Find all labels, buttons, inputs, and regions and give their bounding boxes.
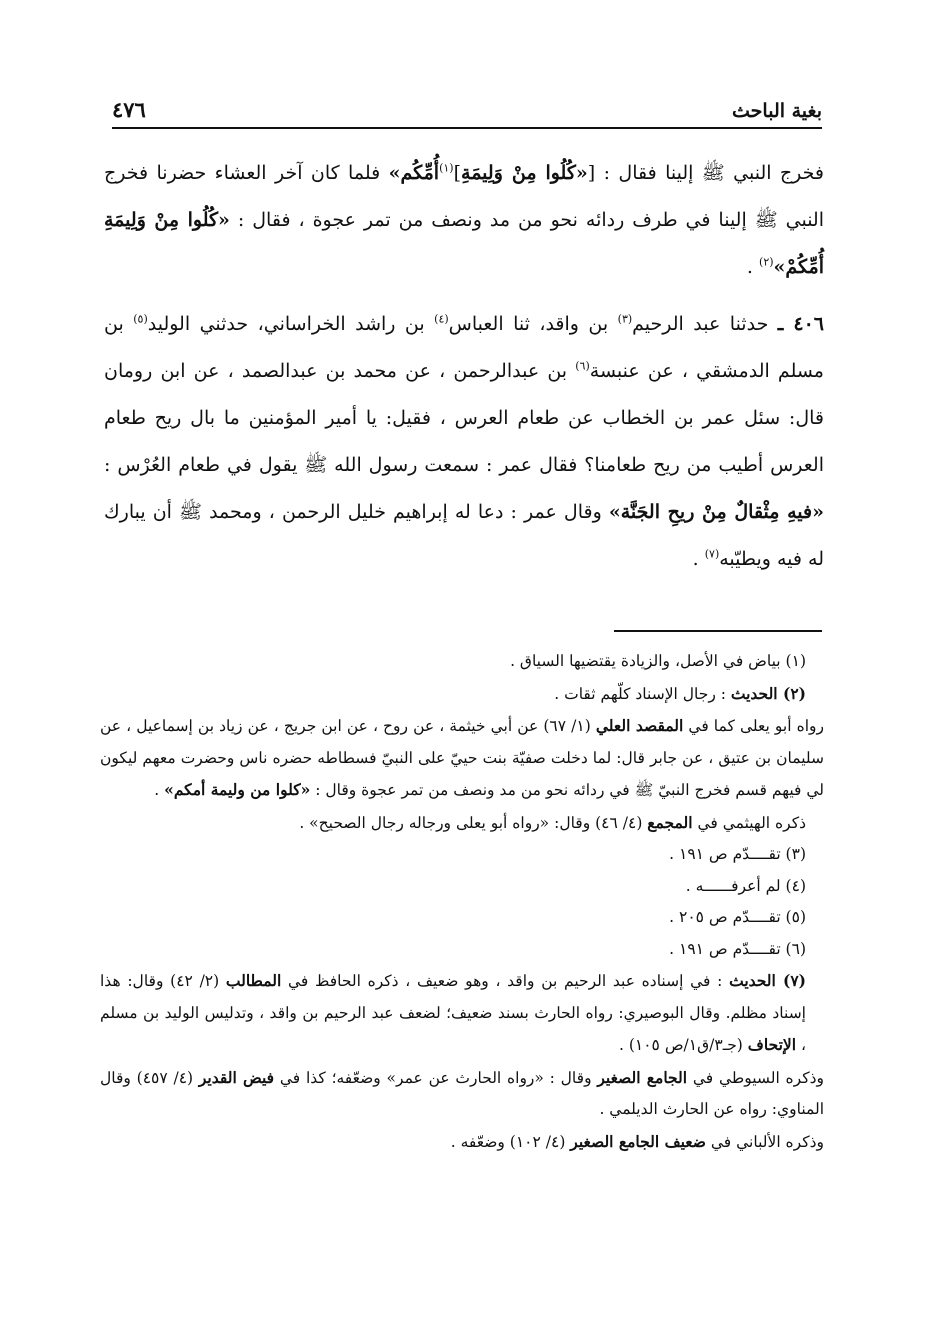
text: . [746,256,760,278]
footnote-ref: (٥) [133,312,148,326]
footnote-7-detail [100,1062,824,1126]
text: (٢/ ٤٢) وقال: هذا إسناد مظلم. وقال البوصيري: رواه الحارث بسند ضعيف؛ لضعف عبد الرحيم بن واقد ، وتدليس الوليد بن مسلم ، [100,972,806,1054]
text: وقال عمر : دعا له إبراهيم خليل الرحمن ، ومحمد ﷺ أن يبارك له فيه ويطيّبه [104,501,824,570]
footnote-1: (١) بياض في الأصل، والزيادة يقتضيها السياق . [510,652,806,670]
footnote-2-detail [100,710,824,807]
text: ] [453,162,462,184]
footnote-label: (٢) الحديث [730,683,806,703]
footnote-ref: (٣) [617,312,633,326]
footnote-ref: (١) [439,161,454,175]
text: بن مسلم الدمشقي ، عن عنبسة [104,313,824,382]
hadith-number: ٤٠٦ ـ [777,313,825,335]
book-title: المطالب [225,971,282,990]
text: . [154,781,165,799]
book-title: ضعيف الجامع الصغير [570,1131,706,1151]
footnote-3: (٣) تقــــدّم ص ١٩١ . [669,845,806,863]
text: فلما كان آخر العشاء حضرنا فخرج النبي ﷺ إلينا في طرف ردائه نحو من مد ونصف من تمر عجوة ، فقال : [104,162,824,231]
header-rule [112,127,822,129]
text: . [692,548,705,570]
text: (٤/ ١٠٢) وضعّفه . [450,1132,571,1151]
text: (جـ٣/ق١/ص ١٠٥) . [619,1036,748,1054]
text: فخرج النبي ﷺ إلينا فقال : [ [587,162,824,184]
paragraph-1 [104,150,824,291]
text: (١/ ٦٧) عن أبي خيثمة ، عن روح ، عن ابن جريج ، عن زياد بن إسماعيل ، عن سليمان بن عتيق ، عن جابر قال: لما دخلت صفيّة بنت حييّ على النبيّ فسطاطه حضره ناس وحضرت معهم ليكون لي فيهم قسم فخرج النبيّ ﷺ في ردائه نحو من مد ونصف من تمر عجوة وقال : [100,717,824,799]
footnote-ref: (٤) [434,312,449,326]
text: (٤/ ٤٥٧) وقال المناوي: رواه عن الحارث الديلمي . [100,1068,824,1118]
page-header [112,82,822,122]
text: : رجال الإسناد كلّهم ثقات . [554,684,731,703]
text: حدثنا عبد الرحيم [632,313,778,335]
hadith-quote: «كُلُوا مِنْ وَلِيمَةِ أُمِّكُمْ» [104,209,824,278]
footnote-label: (٧) الحديث [729,971,806,990]
footnote-2-source [100,807,824,840]
hadith-quote: «فيهِ مِثْقالٌ مِنْ ريحِ الجَنَّة» [608,501,824,523]
book-title: فيض القدير [198,1067,275,1087]
text: بن عبدالرحمن ، عن محمد بن عبدالصمد ، عن ابن رومان قال: سئل عمر بن الخطاب عن طعام العرس ، فقيل: يا أمير المؤمنين ما بال ريح طعام العرس أطيب من ريح طعامنا؟ فقال عمر : سمعت رسول الله ﷺ يقول في طعام العُرْس : [104,360,824,476]
running-title: بغية الباحث [732,100,822,122]
footnote-2 [100,678,824,711]
book-title: المجمع [647,812,693,832]
footnote-ref: (٧) [704,547,720,561]
paragraph-406 [104,301,824,583]
hadith-quote: «كُلُوا مِنْ وَلِيمَةِ [461,162,588,184]
text: بن واقد، ثنا العباس [448,313,618,335]
quote: «كلوا من وليمة أمكم» [164,780,311,799]
footnote-5: (٥) تقــــدّم ص ٢٠٥ . [669,908,806,926]
text: ذكره الهيثمي في [692,813,806,832]
text: بن راشد الخراساني، حدثني الوليد [147,313,435,335]
footnote-ref: (٦) [575,359,590,373]
book-title: الجامع الصغير [597,1067,688,1087]
text: وقال : «رواه الحارث عن عمر» وضعّفه؛ كذا في [274,1068,598,1087]
text: وذكره الألباني في [705,1132,824,1151]
hadith-quote: أُمِّكُم» [388,162,440,184]
footnotes [100,646,824,1158]
text: (٤/ ٤٦) وقال: «رواه أبو يعلى ورجاله رجال الصحيح» . [299,813,648,832]
footnote-rule [614,630,822,632]
footnote-ref: (٢) [759,255,774,269]
footnote-6: (٦) تقــــدّم ص ١٩١ . [669,939,806,958]
main-text [104,150,824,583]
book-title: الإتحاف [747,1035,797,1054]
footnote-4: (٤) لم أعرفــــــه . [685,876,806,895]
text: : في إسناده عبد الرحيم بن واقد ، وهو ضعيف ، ذكره الحافظ في [281,972,730,990]
page-number: ٤٧٦ [112,97,146,122]
text: رواه أبو يعلى كما في [683,717,824,735]
book-title: المقصد العلي [595,716,684,735]
footnote-7-source [100,1126,824,1159]
footnote-7 [100,965,824,1062]
text: وذكره السيوطي في [687,1068,824,1087]
